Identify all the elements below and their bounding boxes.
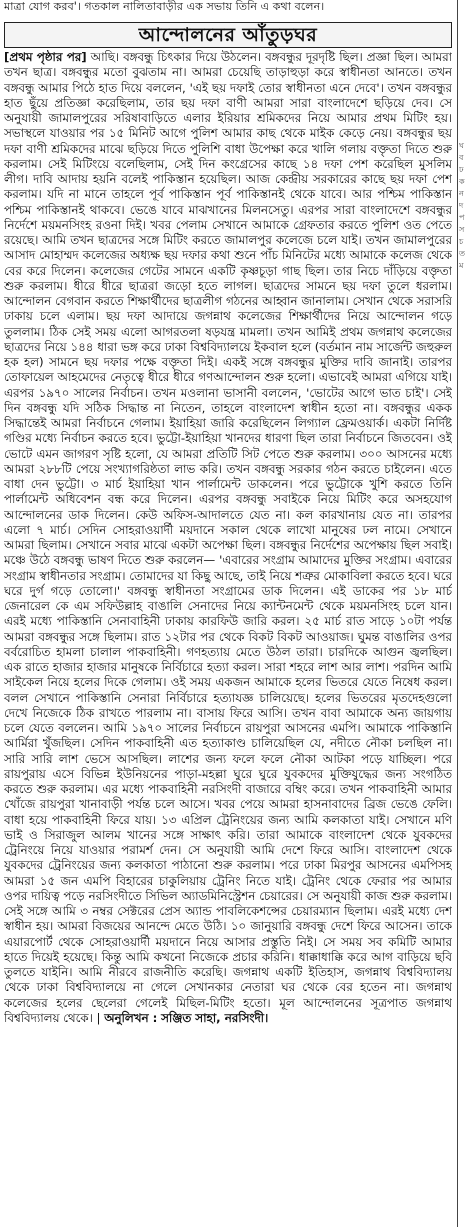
edge-fragment: ঢ: [459, 165, 464, 174]
article-text: আছি। বঙ্গবন্ধু চিৎকার দিয়ে উঠলেন। বঙ্গবন্ধুর দূরদৃষ্টি ছিল। প্রজ্ঞা ছিল। আমরা তখন ছাত্র। বঙ্গবন্ধুর মতো বুঝতাম না। আমরা চেয়েছি তাড়াহুড়া করে স্বাধীনতা আনতে। তখন বঙ্গবন্ধু আমার পিঠে হাত দিয়ে বললেন, 'এই ছয় দফাই তোর স্বাধীনতা এনে দেবে'। তখন বঙ্গবন্ধুর হাত ছুঁয়ে প্রতিজ্ঞা করেছিলাম, তার ছয় দফা বাণী আমরা সারা বাংলাদেশে ছড়িয়ে দেব। সে অনুযায়ী জামালপুরের সরিষাবাড়িতে এলার ইরিয়ার শ্রমিকদের নিয়ে আমার প্রথম মিটিং হয়। সভাস্থলে যাওয়ার পর ১৫ মিনিট আগে পুলিশ আমার কাছ থেকে মাইক কেড়ে নেয়। বঙ্গবন্ধুর ছয় দফা বাণী শ্রমিকদের মাঝে ছড়িয়ে দিতে পুলিশি বাধা উপেক্ষা করে খালি গলায় বক্তৃতা দিতে শুরু করলাম। সেই মিটিংয়ে বলেছিলাম, সেই দিন কংগ্রেসের কাছে ১৪ দফা পেশ করেছিল মুসলিম লীগ। দাবি আদায় হয়নি বলেই পাকিস্তান হয়েছিল। আজ কেন্দ্রীয় সরকারের কাছে ছয় দফা পেশ করলাম। যদি না মানে তাহলে পূর্ব পাকিস্তান পূর্ব পাকিস্তানই থেকে যাবে। আর পশ্চিম পাকিস্তান পশ্চিম পাকিস্তানই থাকবে। ভেঙে যাবে মাঝখানের মিলনসেতু। এরপর সারা বাংলাদেশে বঙ্গবন্ধুর নির্দেশে ময়মনসিংহ রওনা দিই। খবর পেলাম সেখানে আমাকে গ্রেফতার করতে পুলিশ ওত পেতে রয়েছে। আমি তখন ছাত্রদের সঙ্গে মিটিং করতে জামালপুর কলেজে চলে যাই। তখন জামালপুরের আসাদ মোহাম্মদ কলেজের অধ্যক্ষ ছয় দফার কথা শুনে পাঁচ মিনিটের মধ্যে আমাকে কলেজ থেকে বের করে দিলেন। কলেজের গেটের সামনে একটি কৃষ্ণচূড়া গাছ ছিল। তার নিচে দাঁড়িয়ে বক্তৃতা শুরু করলাম। ধীরে ধীরে ছাত্ররা জড়ো হতে লাগল। ছাত্রদের সামনে ছয় দফা তুলে ধরলাম। আন্দোলন বেগবান করতে শিক্ষার্থীদের ছাত্রলীগ গঠনের আহ্বান জানালাম। সেখান থেকে সরাসরি ঢাকায় চলে এলাম। ছয় দফা আদায়ে জগন্নাথ কলেজের শিক্ষার্থীদের নিয়ে আন্দোলন গড়ে তুললাম। ঠিক সেই সময় এলো আগরতলা ষড়যন্ত্র মামলা। তখন আমিই প্রথম জগন্নাথ কলেজের ছাত্রদের নিয়ে ১৪৪ ধারা ভঙ্গ করে ঢাকা বিশ্ববিদ্যালয়ে ইকবাল হলে (বর্তমান নাম সার্জেন্ট জহুরুল হক হল) সামনে ছয় দফার পক্ষে বক্তৃতা দিই। একই সঙ্গে বঙ্গবন্ধুর মুক্তির দাবি জানাই। তারপর তোফায়েল আহমেদের নেতৃত্বে ধীরে ধীরে গণআন্দোলন শুরু হলো। এভাবেই আমরা এগিয়ে যাই। এরপর ১৯৭০ সালের নির্বাচন। তখন মওলানা ভাসানী বললেন, 'ভোটের আগে ভাত চাই'। সেই দিন বঙ্গবন্ধু যদি সঠিক সিদ্ধান্ত না নিতেন, তাহলে বাংলাদেশ স্বাধীন হতো না। বঙ্গবন্ধুর একক সিদ্ধান্তেই আমরা নির্বাচনে গেলাম। ইয়াহিয়া জারি করেছিলেন লিগ্যাল ফ্রেমওয়ার্ক। একটা নির্দিষ্ট গণ্ডির মধ্যে নির্বাচন করতে হবে। ভুট্টো-ইয়াহিয়া খানদের ধারণা ছিল তারা নির্বাচনে জিতবেন। ওই ভোটে এমন জাগরণ সৃষ্টি হলো, যে আমরা প্রতিটি সিট পেতে শুরু করলাম। ৩০০ আসনের মধ্যে আমরা ২৮৮টি পেয়ে সংখ্যাগরিষ্ঠতা লাভ করি। তখন বঙ্গবন্ধু সরকার গঠন করতে চাইলেন। এতে বাধা দেন ভুট্টো। ৩ মার্চ ইয়াহিয়া খান পার্লামেন্ট ডাকলেন। পরে ভুট্টোকে খুশি করতে তিনি পার্লামেন্ট অধিবেশন বন্ধ করে দিলেন। এরপর বঙ্গবন্ধু সবাইকে নিয়ে মিটিং করে অসহযোগ আন্দোলনের ডাক দিলেন। কেউ অফিস-আদালতে যেত না। কল কারখানায় যেত না। তারপর এলো ৭ মার্চ। সেদিন সোহরাওয়ার্দী ময়দানে সকাল থেকে লাখো মানুষের ঢল নামে। সেখানে আমরা ছিলাম। সেখানে সবার মাঝে একটা অপেক্ষা ছিল। বঙ্গবন্ধুর নির্দেশের অপেক্ষায় ছিল সবাই। মঞ্চে উঠে বঙ্গবন্ধু ভাষণ দিতে শুরু করলেন— 'এবারের সংগ্রাম আমাদের মুক্তির সংগ্রাম। এবারের সংগ্রাম স্বাধীনতার সংগ্রাম। তোমাদের যা কিছু আছে, তাই নিয়ে শত্রুর মোকাবিলা করতে হবে। ঘরে ঘরে দুর্গ গড়ে তোলো।' বঙ্গবন্ধু স্বাধীনতা সংগ্রামের ডাক দিলেন। এই ডাকের পর ১৮ মার্চ জেনারেল কে এম সফিউল্লাহ বাঙালি সেনাদের নিয়ে ক্যান্টনমেন্ট থেকে ময়মনসিংহ চলে যান। এরই মধ্যে পাকিস্তানি সেনাবাহিনী ঢাকায় কারফিউ জারি করল। ২৫ মার্চ রাত সাড়ে ১০টা পর্যন্ত আমরা বঙ্গবন্ধুর সঙ্গে ছিলাম। রাত ১২টার পর থেকে বিকট বিকট আওয়াজ। ঘুমন্ত বাঙালির ওপর বর্বরোচিত হামলা চালাল পাকবাহিনী। গণহত্যায় মেতে উঠল তারা। চারদিকে আগুন জ্বলছিল। এক রাতে হাজার হাজার মানুষকে নির্বিচারে হত্যা করল। সারা শহরে লাশ আর লাশ। পরদিন আমি সাইকেল নিয়ে হলের দিকে গেলাম। ওই সময় একজন আমাকে হলের ভিতরে যেতে নিষেধ করল। বলল সেখানে পাকিস্তানি সেনারা নির্বিচারে হত্যাযজ্ঞ চালিয়েছে। হলের ভিতরের মৃতদেহগুলো দেখে নিজেকে ঠিক রাখতে পারলাম না। বাসায় ফিরে আসি। তখন বাবা আমাকে অন্য জায়গায় চলে যেতে বললেন। আমি ১৯৭০ সালের নির্বাচনে রায়পুরা আসনের এমপি। আমাকে পাকিস্তানি আর্মিরা খুঁজছিল। সেদিন পাকবাহিনী এত হত্যাকাণ্ড চালিয়েছিল যে, নদীতে নৌকা চলছিল না। সারি সারি লাশ ভেসে আসছিল। লাশের জন্য ফলে ফলে নৌকা আটকা পড়ে যাচ্ছিল। পরে রায়পুরায় এসে বিভিন্ন ইউনিয়নের পাড়া-মহল্লা ঘুরে ঘুরে যুবকদের মুক্তিযুদ্ধের জন্য সংগঠিত করতে শুরু করলাম। এর মধ্যে পাকবাহিনী নরসিংদী বাজারে বম্বিং করে। তখন পাকবাহিনী আমার খোঁজে রায়পুরা খানাবাড়ী পর্যন্ত চলে আসে। খবর পেয়ে আমরা হাসনাবাদের ব্রিজ ভেঙে ফেলি। বাধা হয়ে পাকবাহিনী ফিরে যায়। ১৩ এপ্রিল ট্রেনিংয়ের জন্য আমি কলকাতা যাই। সেখানে মণি ভাই ও সিরাজুল আলম খানের সঙ্গে সাক্ষাৎ করি। তারা আমাকে বাংলাদেশ থেকে যুবকদের ট্রেনিংয়ে নিয়ে যাওয়ার পরামর্শ দেন। সে অনুযায়ী আমি দেশে ফিরে আসি। বাংলাদেশ থেকে যুবকদের ট্রেনিংয়ের জন্য কলকাতা পাঠানো শুরু করলাম। পরে ঢাকা মিরপুর আসনের এমপিসহ আমরা ১৫ জন এমপি বিহারের চাকুলিয়ায় ট্রেনিং নিতে যাই। ট্রেনিং থেকে ফেরার পর আমার ওপর দায়িত্ব পড়ে নরসিংদীতে সিভিল অ্যাডমিনিস্ট্রেশন চেয়ারের। সে অনুযায়ী কাজ শুরু করলাম। সেই সঙ্গে আমি ৩ নম্বর সেক্টরের প্রেস অ্যান্ড পাবলিকেশন্সের চেয়ারম্যান ছিলাম। এরই মধ্যে দেশ স্বাধীন হয়। আমরা বিজয়ের আনন্দে মেতে উঠি। ১০ জানুয়ারি বঙ্গবন্ধু দেশে ফিরে আসেন। তাকে এয়ারপোর্ট থেকে সোহরাওয়ার্দী ময়দানে নিয়ে আসার প্রস্তুতি নিই। সে সময় সব কমিটি আমার হাতে দিয়েই হয়েছে। কিন্তু আমি কখনো নিজেকে প্রচার করিনি। ধাক্কাধাক্কি করে আগ বাড়িয়ে ছবি তুলতে যাইনি। আমি নীরবে রাজনীতি করেছি। জগন্নাথ একটি ইতিহাস, জগন্নাথ বিশ্ববিদ্যালয় থেকে ঢাকা বিশ্ববিদ্যালয়ে না গেলে সেখানকার নেতারা ঘর থেকে বের হতেন না। জগন্নাথ কলেজের হলের ছেলেরা গেলেই মিছিল-মিটিং হতো। মূল আন্দোলনের সূত্রপাত জগন্নাথ বিশ্ববিদ্যালয় থেকে।: [4, 50, 452, 1025]
headline-box: [4, 22, 452, 48]
credit-name: সঞ্জিত সাহা, নরসিংদী।: [161, 1010, 269, 1025]
jump-line: [প্রথম পৃষ্ঠার পর]: [4, 50, 87, 64]
adjacent-column-edge: [459, 0, 465, 1227]
edge-fragment: ক: [459, 177, 465, 186]
edge-fragment: ম: [459, 261, 464, 270]
article-body: [4, 50, 452, 1220]
edge-fragment: ঘ: [459, 141, 464, 150]
previous-article-tail: মাত্রা যোগ করব'। গতকাল নালিতাবাড়ীর এক সভায় তিনি এ কথা বলেন।: [4, 0, 325, 13]
credit-label: অনুলিখন :: [104, 1010, 158, 1025]
edge-fragment: ব: [459, 153, 464, 162]
edge-fragment: চ: [459, 237, 464, 246]
edge-fragment: প: [459, 213, 465, 222]
credit: | অনুলিখন : সঞ্জিত সাহা, নরসিংদী।: [96, 1010, 269, 1025]
headline: আন্দোলনের আঁতুড়ঘর: [138, 24, 318, 46]
column-rule: [457, 0, 458, 1227]
edge-fragment: দ: [459, 201, 464, 210]
edge-fragment: স: [459, 225, 465, 234]
edge-fragment: ত: [459, 249, 465, 258]
edge-fragment: ন: [459, 189, 464, 198]
